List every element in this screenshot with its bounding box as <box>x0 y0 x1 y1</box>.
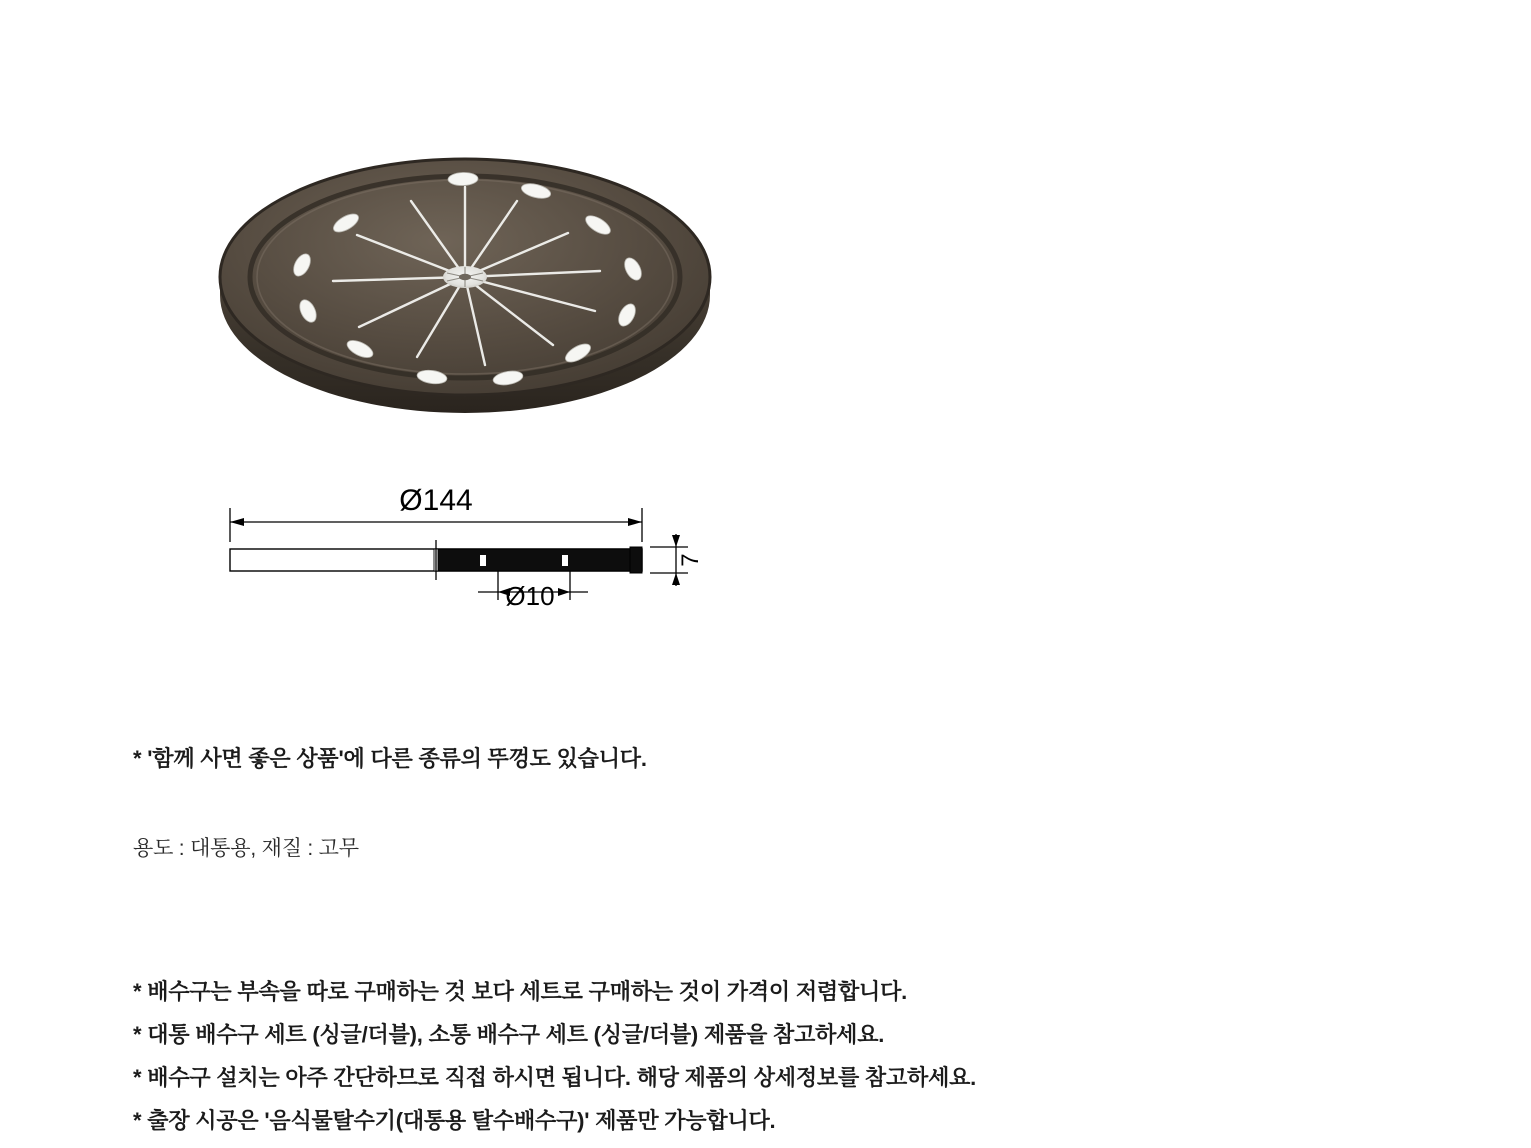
notice-line: * 배수구 설치는 아주 간단하므로 직접 하시면 됩니다. 해당 제품의 상세정보를 참고하세요. <box>133 1065 977 1090</box>
product-photo <box>205 120 725 440</box>
rubber-drain-cover-illustration <box>205 120 725 440</box>
thickness-label: 7 <box>677 553 704 567</box>
usage-block <box>133 832 359 862</box>
dimension-drawing-svg <box>210 470 730 640</box>
top-note-block <box>133 742 647 773</box>
usage-text: 용도 : 대통용, 재질 : 고무 <box>133 837 359 860</box>
outer-diameter-label: Ø144 <box>399 484 473 517</box>
top-note-text: * '함께 사면 좋은 상품'에 다른 종류의 뚜껑도 있습니다. <box>133 746 647 771</box>
notice-block <box>133 975 976 1135</box>
notice-line: * 대통 배수구 세트 (싱글/더블), 소통 배수구 세트 (싱글/더블) 제품을 참고하세요. <box>133 1022 885 1047</box>
notice-line: * 배수구는 부속을 따로 구매하는 것 보다 세트로 구매하는 것이 가격이 저렴합니다. <box>133 979 908 1004</box>
notice-line: * 출장 시공은 '음식물탈수기(대통용 탈수배수구)' 제품만 가능합니다. <box>133 1108 776 1133</box>
dimension-drawing <box>210 470 730 640</box>
inner-diameter-label: Ø10 <box>505 581 555 611</box>
